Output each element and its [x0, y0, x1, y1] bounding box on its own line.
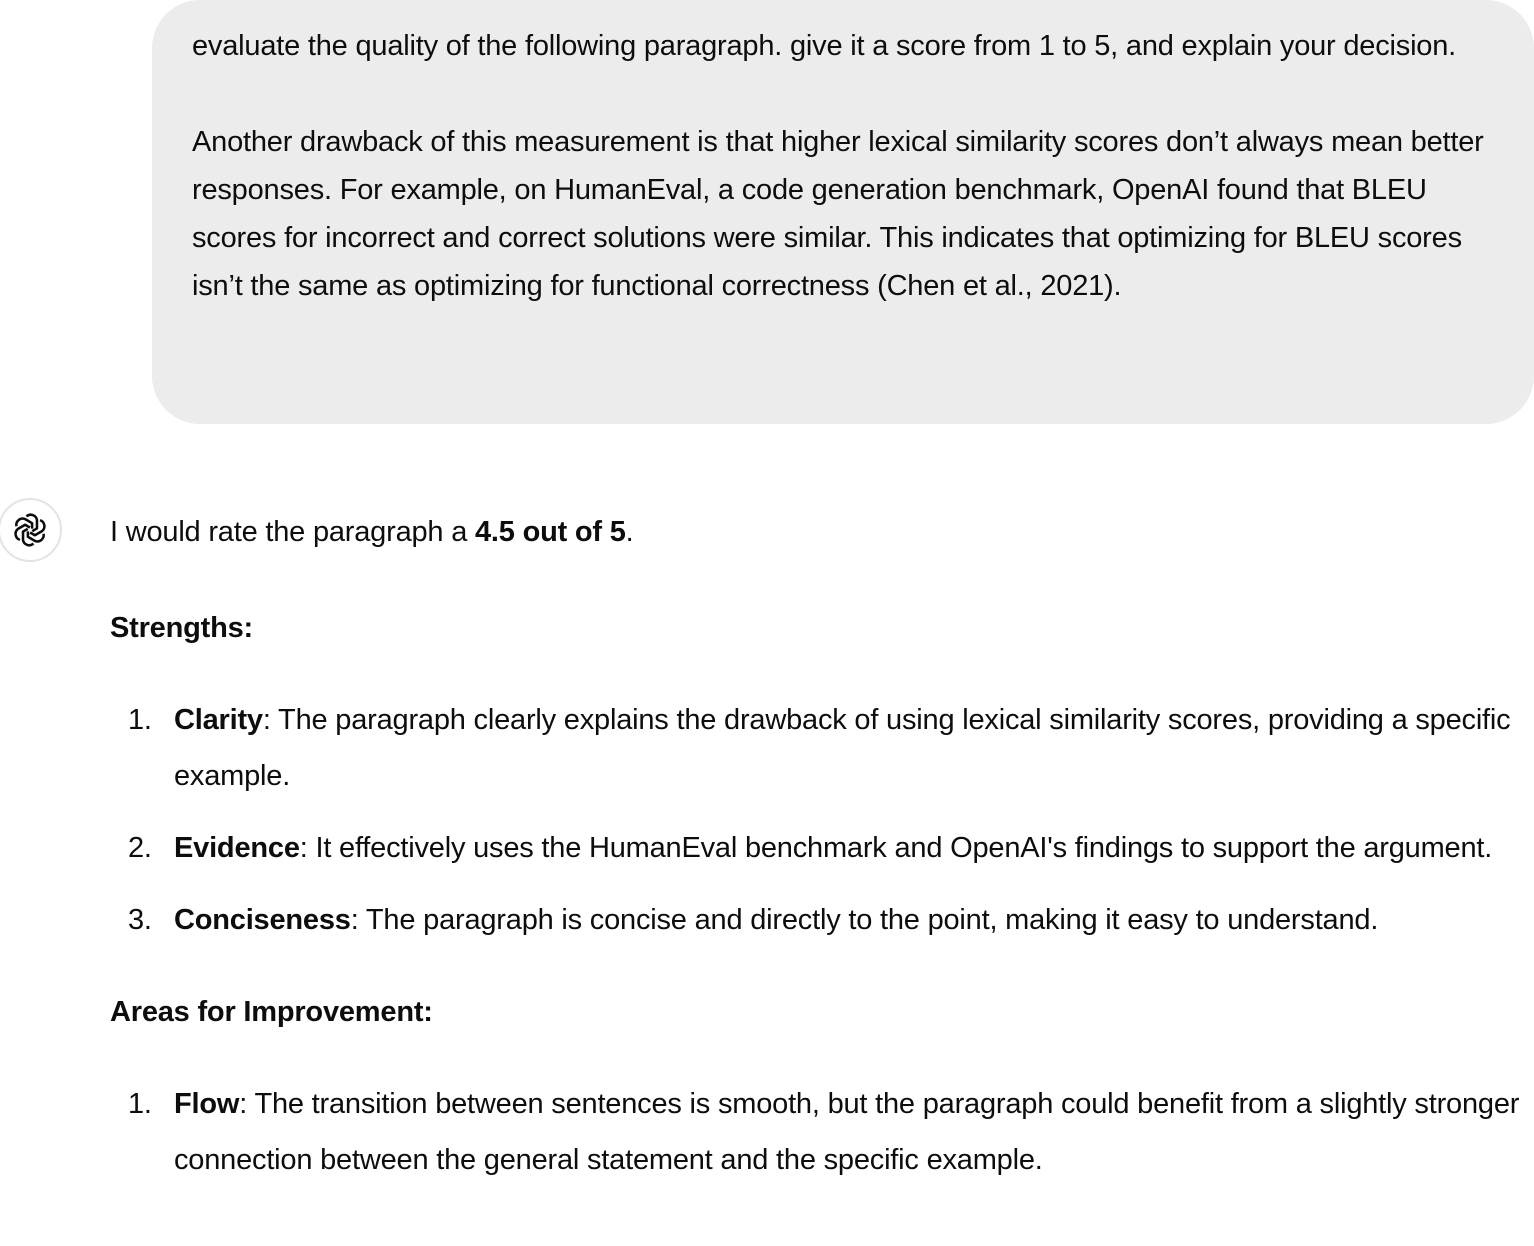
- item-text: : The paragraph is concise and directly to the point, making it easy to understand.: [350, 904, 1379, 936]
- user-message-paragraph: Another drawback of this measurement is that higher lexical similarity scores don’t always mean better responses. For example, on HumanEval, a code generation benchmark, OpenAI found that BLEU scores for incorrect and correct solutions were similar. This indicates that optimizing for BLEU scores isn’t the same as optimizing for functional correctness (Chen et al., 2021).: [192, 126, 1484, 302]
- improvements-list: [110, 1076, 1530, 1188]
- item-title: Conciseness: [174, 904, 351, 936]
- improvement-heading: Areas for Improvement:: [110, 996, 433, 1028]
- item-title: Clarity: [174, 704, 263, 736]
- item-title: Evidence: [174, 832, 300, 864]
- list-number: 1.: [128, 1088, 152, 1120]
- assistant-message: [110, 508, 1530, 1188]
- list-item: [110, 820, 1530, 876]
- list-item: [110, 892, 1530, 948]
- item-text: : It effectively uses the HumanEval benchmark and OpenAI's findings to support the argument.: [299, 832, 1493, 864]
- strengths-heading: Strengths:: [110, 612, 254, 644]
- user-message-bubble: [152, 0, 1534, 424]
- openai-logo-icon: [11, 511, 49, 549]
- item-title: Flow: [174, 1088, 240, 1120]
- strengths-list: [110, 692, 1530, 948]
- user-message-paragraph: evaluate the quality of the following paragraph. give it a score from 1 to 5, and explain your decision.: [192, 30, 1457, 62]
- list-number: 3.: [128, 904, 152, 936]
- list-number: 1.: [128, 704, 152, 736]
- item-text: : The paragraph clearly explains the drawback of using lexical similarity scores, providing a specific example.: [174, 704, 1511, 792]
- assistant-avatar: [0, 498, 62, 562]
- intro-text: I would rate the paragraph a: [110, 516, 475, 548]
- list-number: 2.: [128, 832, 152, 864]
- list-item: [110, 692, 1530, 804]
- intro-suffix: .: [625, 516, 634, 548]
- score-text: 4.5 out of 5: [475, 516, 626, 548]
- item-text: : The transition between sentences is smooth, but the paragraph could benefit from a slightly stronger connection between the general statement and the specific example.: [174, 1088, 1520, 1176]
- list-item: [110, 1076, 1530, 1188]
- assistant-intro: [110, 508, 1530, 556]
